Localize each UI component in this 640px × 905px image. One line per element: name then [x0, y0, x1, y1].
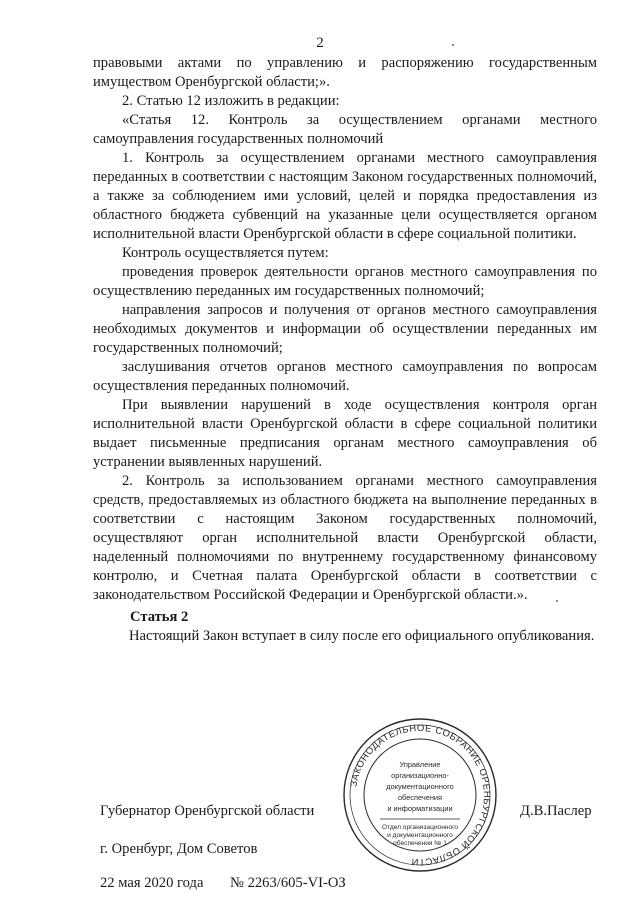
paragraph: заслушивания отчетов органов местного самоуправления по вопросам осуществления переданных полномочий.: [93, 359, 597, 394]
seal-bottom-line: обеспечения № 1: [393, 840, 447, 847]
paragraph: проведения проверок деятельности органов местного самоуправления по осуществлению переданных им государственных полномочий;: [93, 264, 597, 299]
seal-inner-line: Управление: [399, 760, 441, 769]
paragraph: 2. Контроль за использованием органами местного самоуправления средств, предоставляемых из областного бюджета на выполнение переданных в соответствии с настоящим Законом государственных полномочий, осуществляют орган исполнительной власти Оренбургской области, наделенный полномочиями по внутреннему государственному финансовому контролю, и Счетная палата Оренбургской области в соответствии с законодательством Российской Федерации и Оренбургской области.».: [93, 473, 597, 603]
article-2-text: Настоящий Закон вступает в силу после его официального опубликования.: [129, 628, 595, 644]
seal-inner-line: обеспечения: [397, 793, 443, 802]
paragraph: 2. Статью 12 изложить в редакции:: [122, 93, 340, 109]
law-number: № 2263/605-VI-ОЗ: [230, 875, 346, 891]
signing-place: г. Оренбург, Дом Советов: [100, 841, 258, 857]
signatory-title: Губернатор Оренбургской области: [100, 803, 315, 819]
article-1-body: [93, 54, 597, 605]
paragraph: При выявлении нарушений в ходе осуществления контроля орган исполнительной власти Оренбургской области в сфере социальной политики выдает письменные предписания органам местного самоуправления об устранении выявленных нарушений.: [93, 397, 597, 470]
scan-speck: [452, 44, 454, 46]
signing-date: 22 мая 2020 года: [100, 875, 204, 891]
seal-ring-text: ЗАКОНОДАТЕЛЬНОЕ СОБРАНИЕ ОРЕНБУРГСКОЙ ОБЛАСТИ: [347, 721, 494, 869]
scan-speck: [556, 600, 558, 602]
seal-inner-line: документационного: [386, 782, 454, 791]
seal-inner-line: организационно-: [391, 771, 449, 780]
paragraph: Контроль осуществляется путем:: [122, 245, 329, 261]
paragraph: направления запросов и получения от органов местного самоуправления необходимых документов и информации об осуществлении переданных им государственных полномочий;: [93, 302, 597, 356]
page-number: 2: [316, 35, 324, 51]
official-seal-stamp: [340, 715, 500, 875]
article-2-heading: Статья 2: [130, 609, 189, 625]
paragraph: правовыми актами по управлению и распоряжению государственным имуществом Оренбургской области;».: [93, 55, 597, 90]
seal-inner-line: и информатизации: [387, 804, 453, 813]
seal-bottom-line: Отдел организационного: [381, 824, 459, 831]
seal-inner-text: [386, 760, 453, 813]
paragraph: «Статья 12. Контроль за осуществлением органами местного самоуправления государственных полномочий: [93, 112, 597, 147]
seal-bottom-line: и документационного: [387, 832, 453, 839]
paragraph: 1. Контроль за осуществлением органами местного самоуправления переданных в соответствии с настоящим Законом государственных полномочий, а также за соблюдением ими условий, целей и порядка предоставления из областного бюджета субвенций на указанные цели осуществляется органом исполнительной власти Оренбургской области в сфере социальной политики.: [93, 150, 597, 242]
signatory-name: Д.В.Паслер: [520, 803, 592, 819]
